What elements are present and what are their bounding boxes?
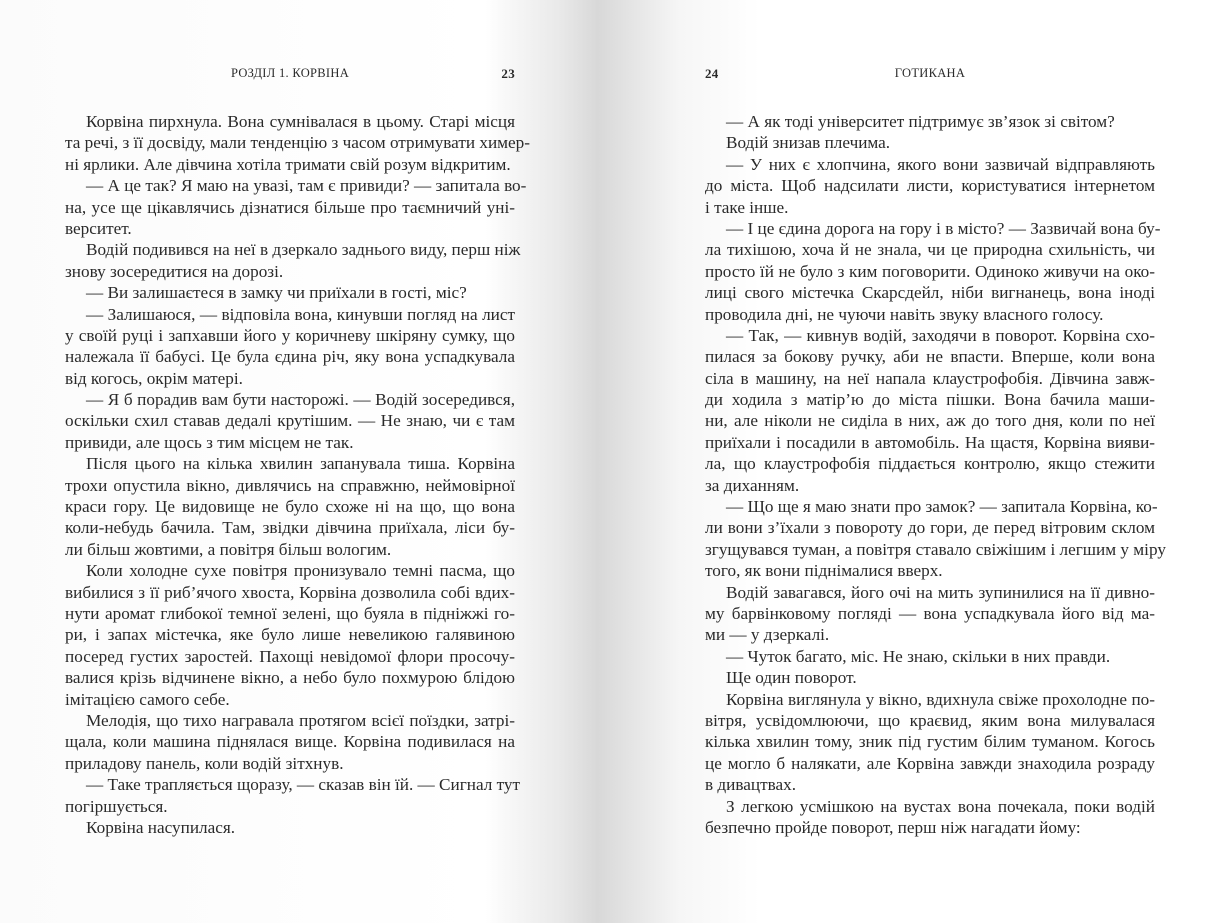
text-line: Водій подивився на неї в дзеркало заднього виду, перш ніж <box>86 240 521 260</box>
text-line: коли-небудь бачила. Там, звідки дівчина приїхала, ліси бу- <box>65 518 515 538</box>
text-line: Ще один поворот. <box>726 668 857 688</box>
text-line: приладову панель, коли водій зітхнув. <box>65 753 344 773</box>
text-line: — Таке трапляється щоразу, — сказав він їй. — Сигнал тут <box>86 775 520 795</box>
text-line: на, усе ще цікавлячись дізнатися більше про таємничий уні- <box>65 197 515 217</box>
text-line: ди ходила з матір’ю до міста пішки. Вона бачила маши- <box>705 390 1155 410</box>
running-header <box>705 66 1155 86</box>
book-title: ГОТИКАНА <box>894 66 966 80</box>
text-line: Після цього на кілька хвилин запанувала тиша. Корвіна <box>86 454 515 474</box>
text-line: вибилися з її риб’ячого хвоста, Корвіна дозволила собі вдих- <box>65 582 515 602</box>
text-line: того, як вони піднімалися вверх. <box>705 561 943 581</box>
text-line: безпечно пройде поворот, перш ніж нагадати йому: <box>705 817 1081 837</box>
text-line: згущувався туман, а повітря ставало свіжішим і легшим у міру <box>705 539 1166 559</box>
text-line: і таке інше. <box>705 197 789 217</box>
text-line: ла тихішою, хоча й не знала, чи це природна схильність, чи <box>705 240 1155 260</box>
chapter-title: РОЗДІЛ 1. КОРВІНА <box>230 66 350 80</box>
left-page <box>65 0 530 923</box>
running-header <box>65 66 515 86</box>
text-line: лиці свого містечка Скарсдейл, ніби вигнанець, вона іноді <box>705 283 1155 303</box>
text-line: — Що ще я маю знати про замок? — запитала Корвіна, ко- <box>726 497 1158 517</box>
text-line: щала, коли машина піднялася вище. Корвіна подивилася на <box>65 732 515 752</box>
text-line: Корвіна виглянула у вікно, вдихнула свіже прохолодне по- <box>726 689 1155 709</box>
text-line: Водій завагався, його очі на мить зупинилися на її дивно- <box>726 582 1155 602</box>
text-line: Корвіна насупилася. <box>86 817 236 837</box>
page-text <box>705 111 1166 838</box>
text-line: валися крізь відчинене вікно, а небо було похмурою блідою <box>65 668 515 688</box>
text-line: просто їй не було з ким поговорити. Одиноко живучи на око- <box>705 261 1155 281</box>
page-text <box>65 111 530 838</box>
text-line: — Так, — кивнув водій, заходячи в поворот. Корвіна схо- <box>726 325 1155 345</box>
text-line: сіла в машину, на неї напала клаустрофобія. Дівчина завж- <box>705 368 1155 388</box>
text-line: Корвіна пирхнула. Вона сумнівалася в цьому. Старі місця <box>86 112 515 131</box>
text-line: пилася за бокову ручку, аби не впасти. Вперше, коли вона <box>705 347 1155 367</box>
text-line: ли вони з’їхали з повороту до гори, де перед вітровим склом <box>705 518 1155 538</box>
text-line: — Залишаюся, — відповіла вона, кинувши погляд на лист <box>86 304 515 324</box>
page-number: 24 <box>705 66 719 81</box>
text-line: імітацією самого себе. <box>65 689 230 709</box>
text-line: знову зосередитися на дорозі. <box>65 261 284 281</box>
text-line: посеред густих заростей. Пахощі невідомої флори просочу- <box>65 646 515 666</box>
text-line: це могло б налякати, але Корвіна завжди знаходила розраду <box>705 753 1155 773</box>
text-line: Водій знизав плечима. <box>726 133 891 153</box>
text-line: Коли холодне сухе повітря пронизувало темні пасма, що <box>86 561 515 581</box>
text-line: ни, але ніколи не сиділа в них, аж до того дня, коли по неї <box>705 411 1155 431</box>
text-line: привиди, але щось з тим місцем не так. <box>65 432 354 452</box>
text-line: оскільки схил ставав дедалі крутішим. — Не знаю, чи є там <box>65 411 515 431</box>
text-line: трохи опустила вікно, дивлячись на справжню, неймовірної <box>65 475 515 495</box>
text-line: до міста. Щоб надсилати листи, користуватися інтернетом <box>705 176 1155 196</box>
text-line: приїхали і посадили в автомобіль. На щастя, Корвіна вияви- <box>705 432 1155 452</box>
text-line: — Чуток багато, міс. Не знаю, скільки в них правди. <box>726 646 1111 666</box>
text-line: за диханням. <box>705 475 800 495</box>
text-line: — Ви залишаєтеся в замку чи приїхали в гості, міс? <box>86 283 467 303</box>
text-line: у своїй руці і запхавши його у коричневу шкіряну сумку, що <box>65 325 515 345</box>
text-line: — Я б порадив вам бути насторожі. — Водій зосередився, <box>86 390 515 410</box>
text-line: ла, що клаустрофобія піддається контролю, якщо стежити <box>705 454 1155 474</box>
text-line: верситет. <box>65 218 132 238</box>
text-line: краси гору. Це видовище не було схоже ні на що, що вона <box>65 497 515 517</box>
text-line: вітря, усвідомлюючи, що краєвид, яким вона милувалася <box>705 710 1155 730</box>
text-line: погіршується. <box>65 796 168 816</box>
text-line: в дивацтвах. <box>705 775 796 795</box>
text-line: З легкою усмішкою на вустах вона почекала, поки водій <box>726 796 1155 816</box>
text-line: ні ярлики. Але дівчина хотіла тримати свій розум відкритим. <box>65 154 511 174</box>
text-line: від когось, окрім матері. <box>65 368 243 388</box>
text-line: проводила дні, не чуючи навіть звуку власного голосу. <box>705 304 1104 324</box>
text-line: та речі, з її досвіду, мали тенденцію з часом отримувати химер- <box>65 133 530 153</box>
text-line: нути аромат глибокої темної зелені, що буяла в підніжжі го- <box>65 603 515 623</box>
text-line: му барвінковому погляді — вона успадкувала його від ма- <box>705 603 1155 623</box>
text-line: ми — у дзеркалі. <box>705 625 830 645</box>
text-line: — У них є хлопчина, якого вони зазвичай відправляють <box>726 154 1155 174</box>
text-line: — А як тоді університет підтримує зв’язок зі світом? <box>726 112 1115 131</box>
text-line: ли більш жовтими, а повітря більш вологим. <box>65 539 392 559</box>
page-number: 23 <box>501 66 515 81</box>
text-line: ри, і запах містечка, яке було лише невеликою галявиною <box>65 625 515 645</box>
right-page <box>705 0 1166 923</box>
text-line: — І це єдина дорога на гору і в місто? — Зазвичай вона бу- <box>726 218 1161 238</box>
text-line: кілька хвилин тому, зник під густим білим туманом. Когось <box>705 732 1155 752</box>
text-line: належала її бабусі. Це була єдина річ, яку вона успадкувала <box>65 347 515 367</box>
text-line: Мелодія, що тихо награвала протягом всієї поїздки, затрі- <box>86 710 515 730</box>
text-line: — А це так? Я маю на увазі, там є привиди? — запитала во- <box>86 176 527 196</box>
